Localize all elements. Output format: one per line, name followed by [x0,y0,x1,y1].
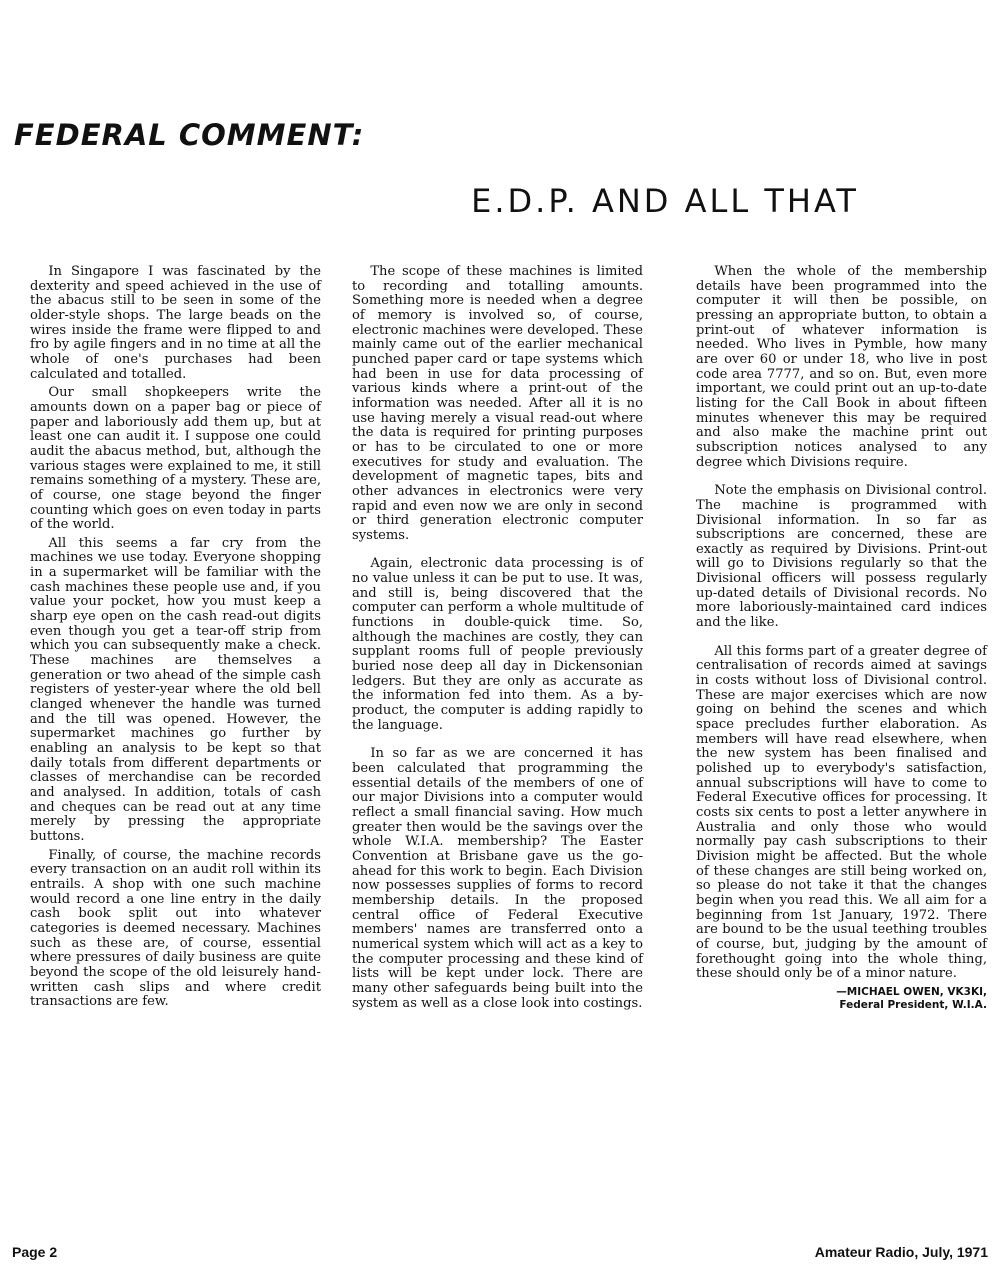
section-title: FEDERAL COMMENT: [14,118,365,152]
publication-footer: Amateur Radio, July, 1971 [814,1244,988,1260]
author-title: Federal President, W.I.A. [839,998,987,1011]
article-column-2 [352,265,643,1011]
author-signature [696,986,987,1012]
author-name: —MICHAEL OWEN, VK3KI, [836,985,987,998]
paragraph: Again, electronic data processing is of no value unless it can be put to use. It was, and still is, being discovered that the computer can perform a whole multitude of functions in double-quick time. So, although the machines are costly, they can supplant rooms full of people previously buried nose deep all day in Dickensonian ledgers. But they are only as accurate as the information fed into them. As a by-product, the computer is adding rapidly to the language. [352,556,643,733]
paragraph: In Singapore I was fascinated by the dexterity and speed achieved in the use of the abacus still to be seen in some of the older-style shops. The large beads on the wires inside the frame were flipped to and fro by agile fingers and in no time at all the whole of one's purchases had been calculated and totalled. [30,264,321,382]
article-column-1 [30,265,321,1010]
paragraph: Finally, of course, the machine records every transaction on an audit roll within its entrails. A shop with one such machine would record a one line entry in the daily cash book split out into whatever categories is deemed necessary. Machines such as these are, of course, essential where pressures of daily business are quite beyond the scope of the old leisurely hand-written cash slips and where credit transactions are few. [30,847,321,1010]
paragraph: Note the emphasis on Divisional control. The machine is programmed with Divisional information. In so far as subscriptions are concerned, these are exactly as required by Divisions. Print-out will go to Divisions regularly so that the Divisional officers will possess regularly up-dated details of Divisional records. No more laboriously-maintained card indices and the like. [696,483,987,631]
article-column-3 [696,265,987,1012]
paragraph: All this seems a far cry from the machines we use today. Everyone shopping in a supermarket will be familiar with the cash machines these people use and, if you value your pocket, how you must keep a sharp eye open on the cash read-out digits even though you get a tear-off strip from which you can subsequently make a check. These machines are themselves a generation or two ahead of the simple cash registers of yester-year where the old bell clanged whenever the handle was turned and the till was opened. However, the supermarket machines go further by enabling an analysis to be kept so that daily totals from different departments or classes of merchandise can be recorded and analysed. In addition, totals of cash and cheques can be read out at any time merely by pressing the appropriate buttons. [30,535,321,844]
paragraph: The scope of these machines is limited to recording and totalling amounts. Something more is needed when a degree of memory is involved so, of course, electronic machines were developed. These mainly came out of the earlier mechanical punched paper card or tape systems which had been in use for data processing of various kinds where a print-out of the information was needed. After all it is no use having merely a visual read-out where the data is required for printing purposes or has to be circulated to one or more executives for study and evaluation. The development of magnetic tapes, bits and other advances in electronics were very rapid and even now we are only in second or third generation electronic computer systems. [352,264,643,543]
page-number: Page 2 [12,1244,58,1260]
paragraph: In so far as we are concerned it has been calculated that programming the essential details of the members of one of our major Divisions into a computer would reflect a small financial saving. How much greater then would be the savings over the whole W.I.A. membership? The Easter Convention at Brisbane gave us the go-ahead for this work to begin. Each Division now possesses supplies of forms to record membership details. In the proposed central office of Federal Executive members' names are transferred onto a numerical system which will act as a key to the computer processing and these kind of lists will be kept under lock. There are many other safeguards being built into the system as well as a close look into costings. [352,746,643,1011]
paragraph: Our small shopkeepers write the amounts down on a paper bag or piece of paper and laboriously add them up, but at least one can audit it. I suppose one could audit the abacus method, but, although the various stages were explained to me, it still remains something of a mystery. These are, of course, one stage beyond the finger counting which goes on even today in parts of the world. [30,385,321,533]
paragraph: All this forms part of a greater degree of centralisation of records aimed at savings in costs without loss of Divisional control. These are major exercises which are now going on behind the scenes and which space precludes further elaboration. As members will have read elsewhere, when the new system has been finalised and polished up to everybody's satisfaction, annual subscriptions will have to come to Federal Executive offices for processing. It costs six cents to post a letter anywhere in Australia and only those who would normally pay cash subscriptions to their Division might be affected. But the whole of these changes are still being worked on, so please do not take it that the changes begin when you read this. We all aim for a beginning from 1st January, 1972. There are bound to be the usual teething troubles of course, but, judging by the amount of forethought going into the whole thing, these should only be of a minor nature. [696,643,987,982]
article-headline: E.D.P. AND ALL THAT [471,182,859,220]
paragraph: When the whole of the membership details have been programmed into the computer it will then be possible, on pressing an appropriate button, to obtain a print-out of whatever information is needed. Who lives in Pymble, how many are over 60 or under 18, who live in post code area 7777, and so on. But, even more important, we could print out an up-to-date listing for the Call Book in about fifteen minutes whenever this may be required and also make the machine print out subscription notices analysed to any degree which Divisions require. [696,264,987,470]
